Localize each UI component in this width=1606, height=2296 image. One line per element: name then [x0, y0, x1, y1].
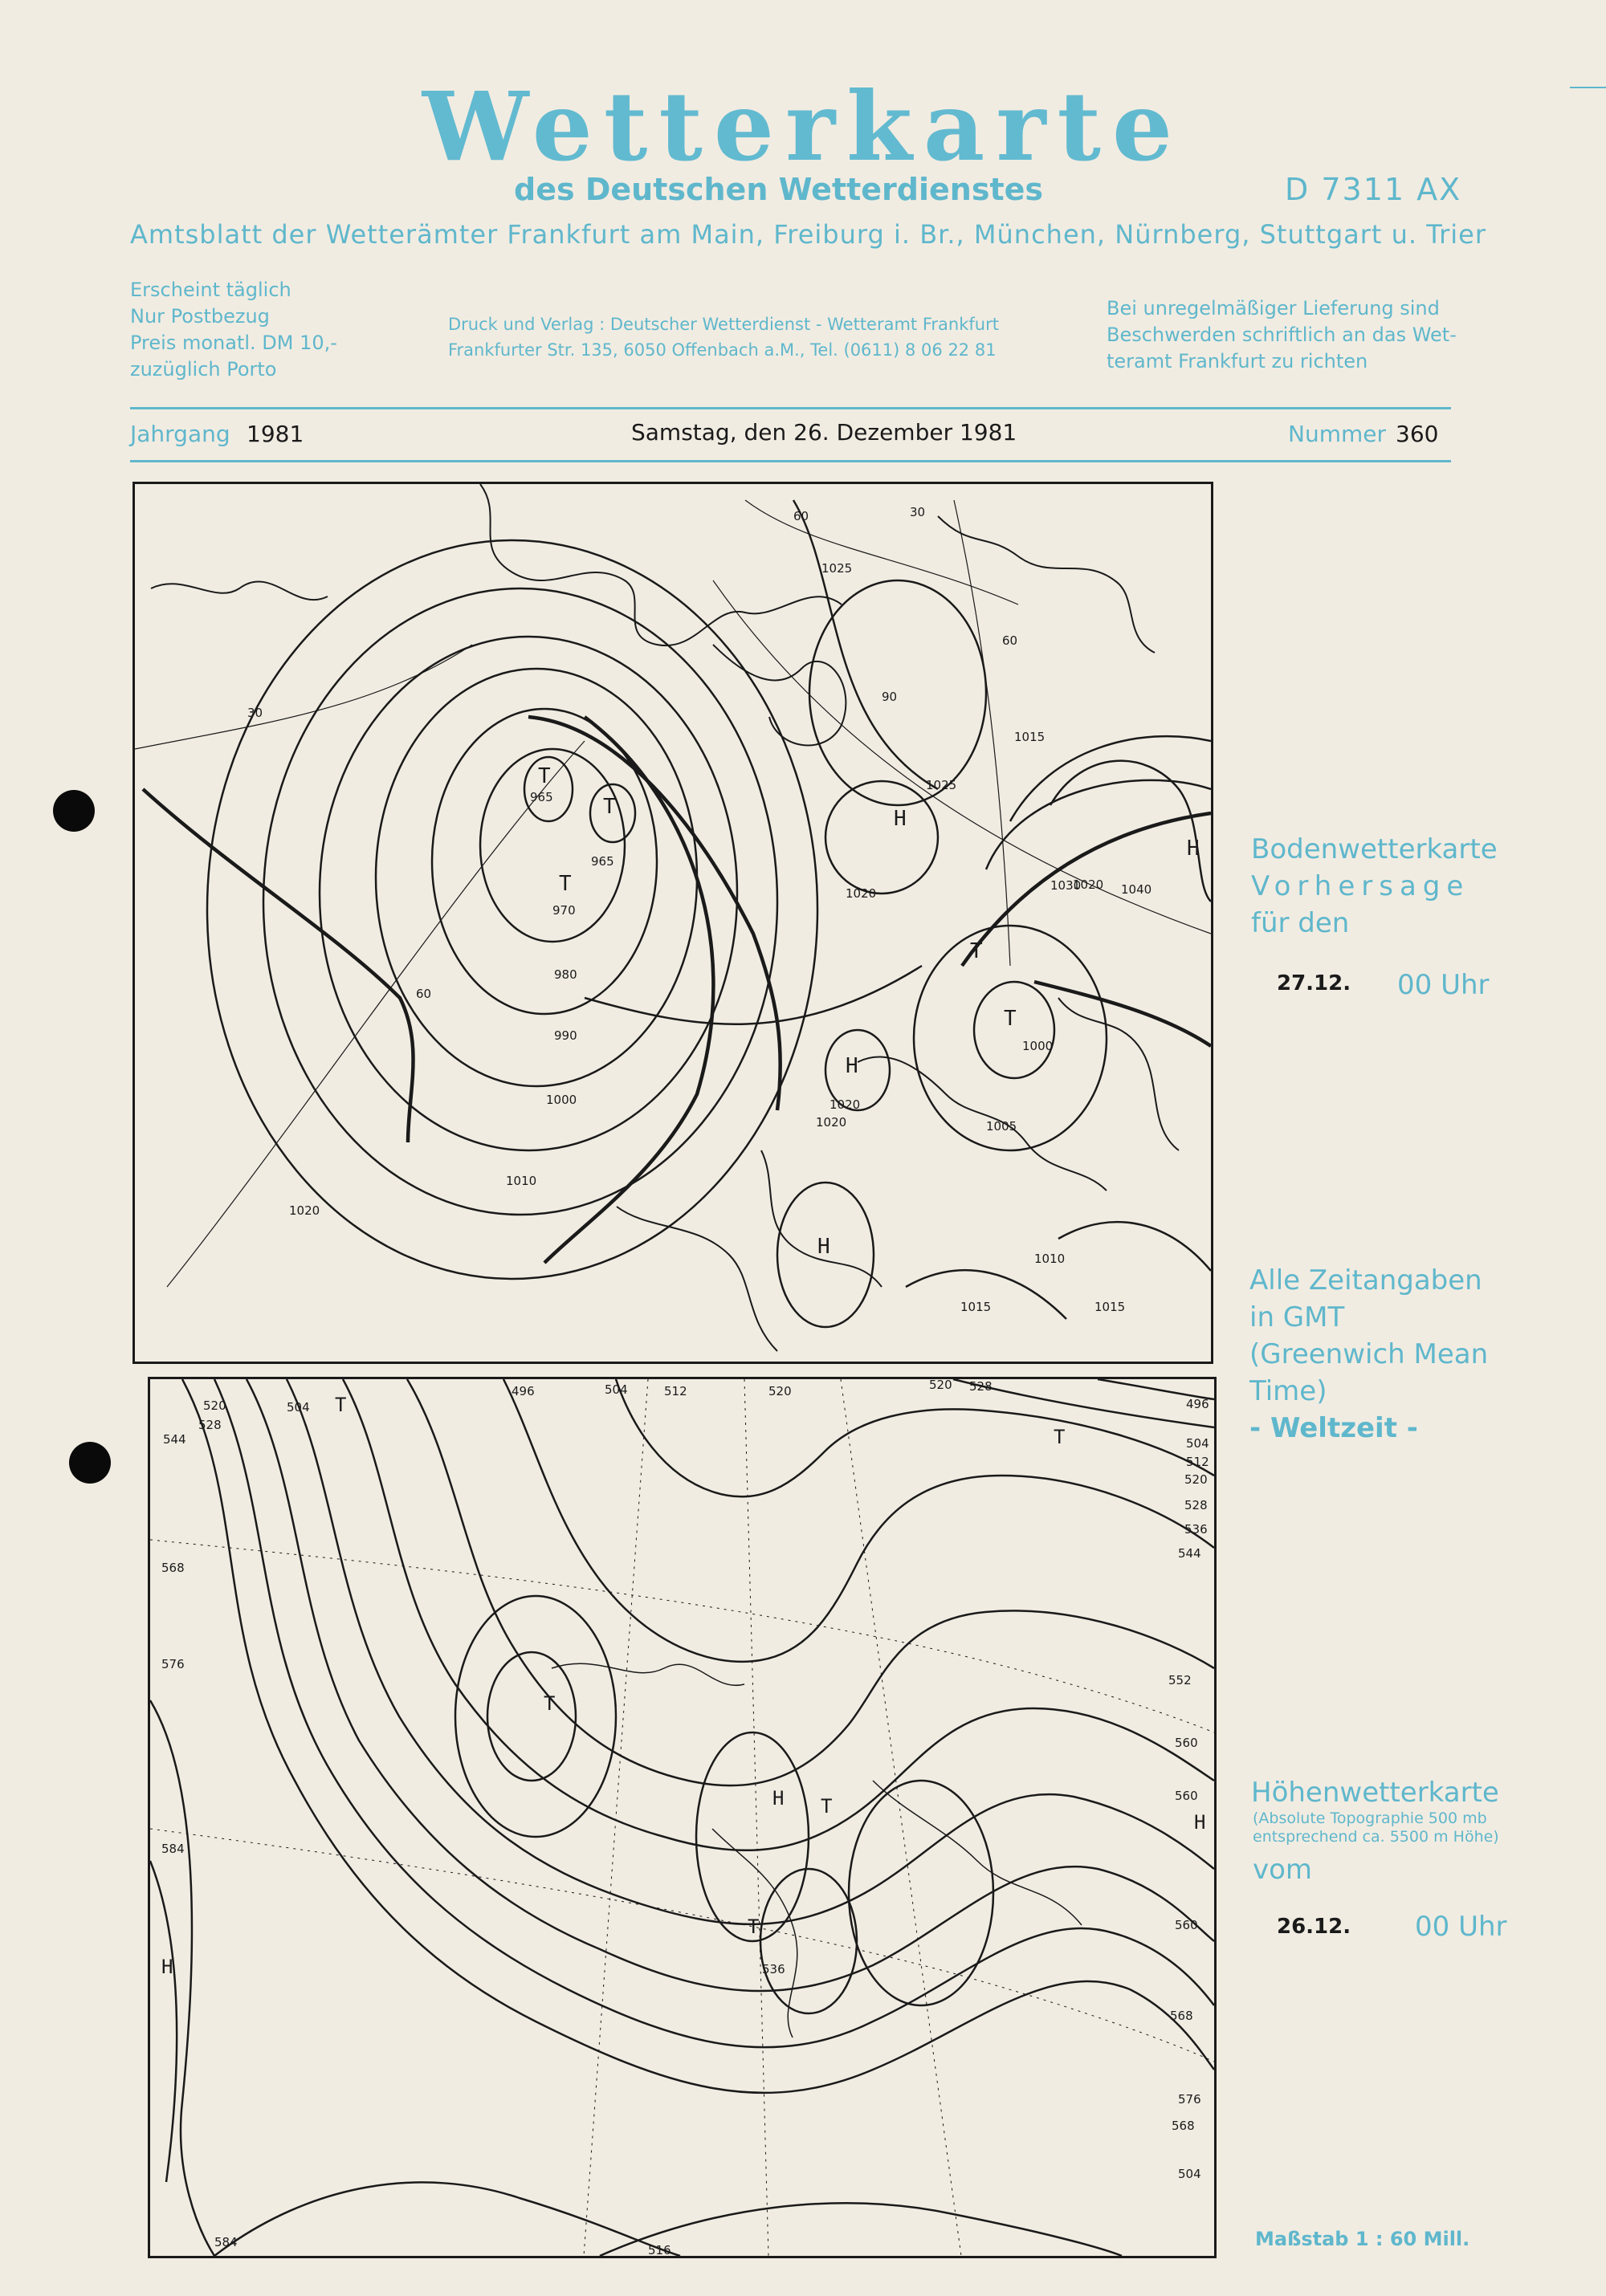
masthead-title: Wetterkarte [422, 71, 1184, 182]
header-rule-top [130, 407, 1451, 409]
info-line: Preis monatl. DM 10,- [130, 332, 337, 354]
pressure-center: T [559, 872, 572, 896]
contour-label: 504 [1186, 1436, 1209, 1451]
punch-hole-top [53, 790, 95, 832]
contour-label: 576 [161, 1657, 185, 1671]
note-line: (Absolute Topographie 500 mb [1253, 1810, 1487, 1827]
isobar-label: 1000 [1022, 1039, 1054, 1053]
info-line: Frankfurter Str. 135, 6050 Offenbach a.M., Tel. (0611) 8 06 22 81 [448, 340, 997, 360]
subscription-info [130, 277, 337, 383]
contour-label: 544 [163, 1432, 186, 1447]
upper-map-caption [1251, 1774, 1499, 1811]
height-center: T [544, 1692, 556, 1715]
contour-label: 512 [664, 1384, 687, 1398]
contour-label: 528 [969, 1379, 993, 1394]
caption-line: für den [1251, 907, 1350, 939]
info-line: zuzüglich Porto [130, 358, 277, 381]
contour-label: 520 [203, 1398, 226, 1413]
contour-label: 504 [1178, 2167, 1201, 2181]
contour-label: 552 [1168, 1673, 1192, 1687]
height-center: H [772, 1787, 785, 1810]
note-line: entsprechend ca. 5500 m Höhe) [1253, 1828, 1499, 1846]
isobar-label: 970 [552, 903, 576, 918]
pressure-center: T [970, 939, 983, 963]
contour-label: 544 [1178, 1546, 1201, 1561]
pressure-center: T [603, 795, 616, 819]
info-line: teramt Frankfurt zu richten [1107, 350, 1368, 372]
contour-label: 504 [605, 1382, 628, 1397]
height-center: H [161, 1956, 173, 1978]
isobar-label: 1020 [289, 1203, 320, 1218]
upper-map-date: 26.12. [1277, 1915, 1351, 1939]
info-line: Beschwerden schriftlich an das Wet- [1107, 324, 1457, 346]
latitude-label: 90 [882, 690, 898, 704]
time-note [1249, 1262, 1488, 1447]
pressure-center: H [894, 807, 907, 831]
amtsblatt-line: Amtsblatt der Wetterämter Frankfurt am Main, Freiburg i. Br., München, Nürnberg, Stuttgart u. Trier [130, 219, 1486, 250]
time-note-line: (Greenwich Mean [1249, 1338, 1489, 1370]
height-center: T [1054, 1426, 1066, 1448]
contour-label: 504 [287, 1400, 310, 1415]
contour-label: 568 [1170, 2009, 1193, 2023]
height-center: T [748, 1915, 760, 1938]
height-center: T [335, 1394, 347, 1416]
isobar-label: 1000 [546, 1093, 577, 1107]
isobar-label: 1020 [1073, 877, 1104, 892]
isobar-label: 1025 [926, 778, 957, 792]
pressure-center: T [538, 764, 551, 788]
issue-date: Samstag, den 26. Dezember 1981 [631, 419, 1017, 446]
surface-map-date: 27.12. [1277, 971, 1351, 995]
surface-map-time: 00 Uhr [1397, 969, 1490, 1001]
masthead-subtitle: des Deutschen Wetterdienstes [514, 172, 1044, 207]
caption-line: Vorhersage [1251, 870, 1470, 902]
map-scale: Maßstab 1 : 60 Mill. [1255, 2228, 1470, 2250]
isobar-label: 980 [554, 967, 577, 982]
pressure-center: H [1187, 837, 1200, 861]
surface-map-caption [1251, 831, 1498, 942]
isobar-label: 965 [591, 854, 614, 869]
latitude-label: 30 [247, 706, 263, 720]
pressure-center: H [817, 1235, 830, 1259]
upper-map-drawing [150, 1379, 1214, 2256]
surface-map-drawing [135, 484, 1211, 1362]
isobar-label: 1015 [960, 1300, 992, 1314]
pressure-center: H [846, 1054, 858, 1078]
isobar-label: 965 [530, 790, 553, 804]
isobar-label: 1010 [1034, 1252, 1066, 1266]
latitude-label: 60 [1002, 633, 1018, 648]
isobar-label: 1010 [506, 1174, 537, 1188]
header-rule-bottom [130, 460, 1451, 462]
jahrgang-label: Jahrgang [130, 421, 230, 447]
complaint-info [1107, 295, 1457, 375]
contour-label: 576 [1178, 2092, 1201, 2107]
upper-map-note [1253, 1810, 1499, 1846]
contour-label: 520 [1184, 1472, 1208, 1487]
time-note-line: Time) [1249, 1375, 1327, 1407]
latitude-label: 30 [910, 505, 926, 519]
latitude-label: 60 [416, 987, 432, 1001]
pressure-center: T [1004, 1007, 1017, 1031]
isobar-label: 990 [554, 1028, 577, 1043]
isobar-label: 1020 [846, 886, 877, 901]
isobar-label: 1020 [816, 1115, 847, 1130]
isobar-label: 1015 [1014, 730, 1046, 744]
punch-hole-bottom [69, 1442, 111, 1484]
contour-label: 536 [762, 1962, 785, 1976]
isobar-label: 1040 [1121, 882, 1152, 897]
info-line: Nur Postbezug [130, 305, 270, 328]
contour-label: 568 [1172, 2119, 1195, 2133]
nummer-value: 360 [1396, 421, 1439, 447]
publisher-info [448, 311, 999, 363]
upper-map-time: 00 Uhr [1415, 1911, 1507, 1943]
contour-label: 512 [1186, 1455, 1209, 1469]
contour-label: 584 [161, 1842, 185, 1856]
time-note-line: Alle Zeitangaben [1249, 1264, 1482, 1297]
time-note-line: - Weltzeit - [1249, 1412, 1418, 1444]
upper-map-caption-vom: vom [1253, 1854, 1313, 1886]
time-note-line: in GMT [1249, 1301, 1345, 1333]
contour-label: 528 [198, 1418, 222, 1432]
upper-air-map [148, 1377, 1217, 2258]
isobar-label: 1030 [1050, 878, 1082, 893]
surface-weather-map [132, 482, 1213, 1364]
caption-line: Höhenwetterkarte [1251, 1777, 1499, 1809]
contour-label: 496 [512, 1384, 535, 1398]
caption-line: Bodenwetterkarte [1251, 833, 1498, 865]
isobar-label: 1005 [986, 1119, 1017, 1134]
contour-label: 560 [1175, 1918, 1198, 1932]
info-line: Bei unregelmäßiger Lieferung sind [1107, 297, 1440, 320]
info-line: Erscheint täglich [130, 279, 291, 301]
contour-label: 568 [161, 1561, 185, 1575]
height-center: H [1194, 1811, 1206, 1834]
isobar-label: 1020 [829, 1097, 861, 1112]
isobar-label: 1015 [1094, 1300, 1126, 1314]
contour-label: 536 [1184, 1522, 1208, 1537]
contour-label: 584 [214, 2235, 238, 2249]
contour-label: 520 [929, 1379, 952, 1392]
contour-label: 528 [1184, 1498, 1208, 1512]
contour-label: 496 [1186, 1397, 1209, 1411]
latitude-label: 60 [793, 509, 809, 523]
contour-label: 516 [648, 2243, 671, 2256]
jahrgang-value: 1981 [247, 421, 304, 447]
contour-label: 520 [768, 1384, 792, 1398]
publication-code: D 7311 AX [1285, 172, 1462, 207]
isobar-label: 1025 [821, 561, 853, 576]
contour-label: 560 [1175, 1736, 1198, 1750]
contour-label: 560 [1175, 1789, 1198, 1803]
nummer-label: Nummer [1288, 421, 1386, 447]
info-line: Druck und Verlag : Deutscher Wetterdienst - Wetteramt Frankfurt [448, 315, 999, 334]
height-center: T [821, 1795, 833, 1818]
